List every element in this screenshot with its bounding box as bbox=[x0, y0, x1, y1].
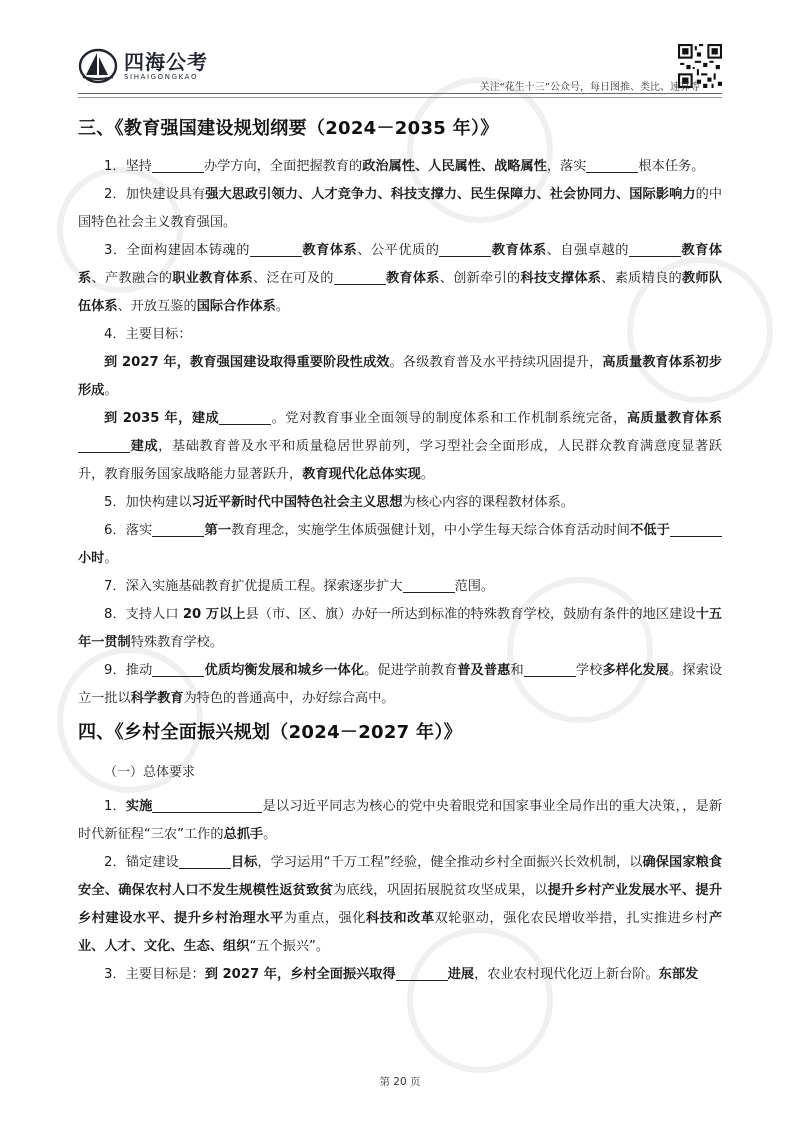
sailboat-logo-icon bbox=[78, 48, 118, 84]
logo-chinese: 四海公考 bbox=[124, 49, 208, 74]
fill-blank bbox=[334, 269, 386, 285]
fill-blank bbox=[524, 661, 576, 677]
fill-blank bbox=[670, 521, 722, 537]
list-item: 2．锚定建设 目标，学习运用“千万工程”经验，健全推动乡村全面振兴长效机制，以确保国家粮食安全、确保农村人口不发生规模性返贫致贫为底线，巩固拓展脱贫攻坚成果，以提升乡村产业发展水平、提升乡村建设水平、提升乡村治理水平为重点，强化科技和改革双轮驱动，强化农民增收举措，扎实推进乡村产业、人才、文化、生态、组织“五个振兴”。 bbox=[78, 855, 723, 954]
list-item: 到 2027 年，教育强国建设取得重要阶段性成效。各级教育普及水平持续巩固提升，高质量教育体系初步形成。 bbox=[78, 355, 723, 398]
fill-blank bbox=[152, 797, 262, 813]
list-item: 9．推动 优质均衡发展和城乡一体化。促进学前教育普及普惠和 学校多样化发展。探索设立一批以科学教育为特色的普通高中，办好综合高中。 bbox=[78, 663, 723, 706]
subsection-title: （一）总体要求 bbox=[104, 765, 196, 780]
fill-blank bbox=[586, 157, 638, 173]
fill-blank bbox=[179, 853, 231, 869]
list-item: 6．落实 第一教育理念，实施学生体质强健计划，中小学生每天综合体育活动时间不低于小时。 bbox=[78, 517, 722, 573]
fill-blank bbox=[78, 437, 130, 453]
fill-blank bbox=[152, 157, 204, 173]
fill-blank bbox=[629, 241, 681, 257]
list-item: 8．支持人口 20 万以上县（市、区、旗）办好一所达到标准的特殊教育学校，鼓励有条件的地区建设十五年一贯制特殊教育学校。 bbox=[78, 607, 722, 650]
page-header bbox=[0, 0, 800, 100]
fill-blank bbox=[219, 409, 271, 425]
logo-english: SIHAIGONGKAO bbox=[124, 72, 199, 81]
list-item: 3．主要目标是：到 2027 年，乡村全面振兴取得 进展，农业农村现代化迈上新台阶。东部发 bbox=[104, 967, 699, 982]
fill-blank bbox=[152, 661, 204, 677]
fill-blank bbox=[152, 521, 204, 537]
header-notice: 关注“花生十三”公众号，每日图推、类比、速算等 bbox=[479, 82, 700, 93]
page-content bbox=[78, 107, 722, 989]
list-item: 到 2035 年，建成 。党对教育事业全面领导的制度体系和工作机制系统完备，高质量教育体系建成，基础教育普及水平和质量稳居世界前列，学习型社会全面形成，人民群众教育满意度显著跃升，教育服务国家战略能力显著跃升，教育现代化总体实现。 bbox=[78, 411, 723, 482]
list-item: 7．深入实施基础教育扩优提质工程。探索逐步扩大 范围。 bbox=[104, 579, 495, 594]
list-item: 4．主要目标： bbox=[104, 327, 192, 342]
fill-blank bbox=[250, 241, 302, 257]
section-title: 四、《乡村全面振兴规划（2024－2027 年）》 bbox=[78, 722, 462, 743]
fill-blank bbox=[439, 241, 491, 257]
fill-blank bbox=[396, 965, 448, 981]
section-title: 三、《教育强国建设规划纲要（2024－2035 年）》 bbox=[78, 118, 499, 139]
brand-logo bbox=[78, 48, 208, 84]
header-divider bbox=[78, 93, 722, 94]
list-item: 1．坚持 办学方向，全面把握教育的政治属性、人民属性、战略属性，落实 根本任务。 bbox=[104, 159, 705, 174]
fill-blank bbox=[403, 577, 455, 593]
list-item: 3．全面构建固本铸魂的 教育体系、公平优质的 教育体系、自强卓越的 教育体系、产教融合的职业教育体系、泛在可及的 教育体系、创新牵引的科技支撑体系、素质精良的教师队伍体系、开放互鉴的国际合作体系。 bbox=[78, 243, 723, 314]
list-item: 5．加快构建以习近平新时代中国特色社会主义思想为核心内容的课程教材体系。 bbox=[104, 495, 574, 510]
header-divider-thin bbox=[78, 97, 722, 98]
page-number: 第 20 页 bbox=[379, 1076, 421, 1088]
list-item: 1．实施 是以习近平同志为核心的党中央着眼党和国家事业全局作出的重大决策，，是新时代新征程“三农”工作的总抓手。 bbox=[78, 799, 723, 842]
list-item: 2．加快建设具有强大思政引领力、人才竞争力、科技支撑力、民生保障力、社会协同力、国际影响力的中国特色社会主义教育强国。 bbox=[78, 187, 723, 230]
